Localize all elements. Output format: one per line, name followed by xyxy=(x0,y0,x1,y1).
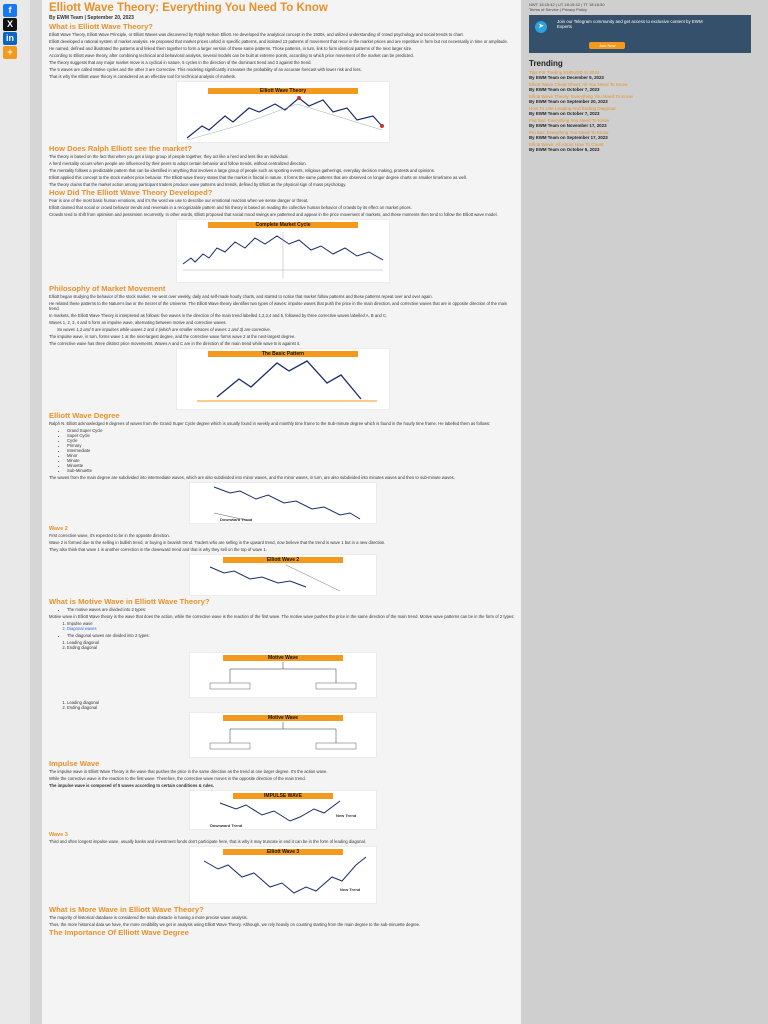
telegram-icon: ➤ xyxy=(535,21,547,33)
list-item: • The diagonal waves are divided into 2 types: xyxy=(67,633,517,638)
trend-label: New Trend xyxy=(336,813,357,818)
trending-title[interactable]: Elliott Wave Cheat Sheet: All You Need To Know xyxy=(529,82,628,87)
share-bar xyxy=(0,0,30,1024)
paragraph: The mentality follows a predictable pattern that can be identified in anything that involves a large group of people such as sporting events, religious gatherings, everyday decision making, protests and opinions. xyxy=(49,168,435,173)
trend-label: Downward Trend xyxy=(210,823,243,828)
trending-item[interactable] xyxy=(529,118,751,128)
join-button[interactable]: Join Now xyxy=(589,42,625,49)
article xyxy=(49,2,517,1024)
figure-caption: IMPULSE WAVE xyxy=(233,793,333,799)
paragraph: He related these patterns to the Nature's law or the Secret of the Universe. The Elliott Wave theory identifies two types of waves: impulse waves that push the price in the main direction, and corrective waves that are in opposite direction of the main trend. xyxy=(49,301,508,311)
trending-item[interactable] xyxy=(529,130,751,140)
page-title: Elliott Wave Theory: Everything You Need To Know xyxy=(49,2,328,14)
paragraph: The impulse wave is composed of 5 waves according to certain conditions & rules. xyxy=(49,783,214,788)
diag-types-list-2 xyxy=(67,700,517,710)
figure-caption: Elliott Wave 2 xyxy=(223,557,343,563)
facebook-icon[interactable]: f xyxy=(3,4,17,17)
list-item: • Grand Super Cycle xyxy=(67,428,517,433)
list-item: • Intermediate xyxy=(67,448,517,453)
linkedin-icon[interactable]: in xyxy=(3,32,17,45)
impulse-wave-figure xyxy=(189,790,377,830)
heading-more: What is More Wave in Elliott Wave Theory? xyxy=(49,905,204,914)
heading-motive: What is Motive Wave in Elliott Wave Theory? xyxy=(49,597,210,606)
note: So waves 1,3 and 5 are impulses while waves 2 and 4 (which are smaller retraces of waves 1 and 3) are corrective. xyxy=(57,327,271,332)
motive-wave-figure xyxy=(189,652,377,698)
trending-item[interactable] xyxy=(529,70,751,80)
paragraph: Thus, the more historical data we have, the more credibility we get in analysis using Elliott Wave Theory. Although, we rely heavily on counting starting from the main degree to the sub-minuette degree. xyxy=(49,922,421,927)
heading-degree: Elliott Wave Degree xyxy=(49,411,120,420)
paragraph: The theory claims that the market action among participant traders produce wave patterns and trends, defined by Elliott as the physical sign of mass psychology. xyxy=(49,182,347,187)
heading-wave-3: Wave 3 xyxy=(49,832,68,838)
paragraph: The impulse wave, in turn, forms wave 1 at the next-largest degree, and the corrective wave forms wave 2 at the next-largest degree. xyxy=(49,334,296,339)
trending-heading: Trending xyxy=(529,59,563,68)
degree-list xyxy=(67,428,517,473)
paragraph: Wave 2 is formed due to the selling in bullish trend, or buying in bearish trend. Traders who are selling in the upward trend, now believe that the trend is wave 1 but in a new direction. xyxy=(49,540,386,545)
paragraph: Elliott claimed that social or crowd behavior trends and reversals in a recognizable pattern and his theory is based on reading the collective human behavior of crowds by its effect on market prices. xyxy=(49,205,412,210)
list-item: 2. Ending diagonal xyxy=(67,705,517,710)
heading-wave-2: Wave 2 xyxy=(49,526,68,532)
trending-title[interactable]: How To Use Leading And Ending Diagonal xyxy=(529,106,616,111)
downward-trend-figure xyxy=(189,482,377,524)
paragraph: First corrective wave, it's expected to be in the opposite direction. xyxy=(49,533,170,538)
trending-title[interactable]: Flat Bar: Everything You Need To Know xyxy=(529,118,610,123)
paragraph: The theory suggests that any major market move is a cyclical in nature, 5 cycles in the direction of the dominant trend and 3 against the trend. xyxy=(49,60,312,65)
figure-caption: The Basic Pattern xyxy=(208,351,358,357)
elliott-wave-theory-figure xyxy=(176,81,390,143)
share-icon[interactable]: + xyxy=(3,46,17,59)
paragraph: Crowds tend to shift from optimism and pessimism recurrently. In other words, Elliott proposed that social mood swings are patterned and appear in the price movement of markets, and these moments then tend to follow the Elliott wave model. xyxy=(49,212,498,217)
paragraph: He named, defined and illustrated the patterns and linked them together to form a larger version of these same patterns. Those patterns, in turn, link to form identical patterns of the next larger size. xyxy=(49,46,413,51)
trending-meta: By EWM Team on October 7, 2023 xyxy=(529,111,600,116)
trending-title[interactable]: Elliott Wave Theory: Everything You Need To Know xyxy=(529,94,633,99)
figure-caption: Complete Market Cycle xyxy=(208,222,358,228)
paragraph: The 5 waves are called Motive cycles and the other 3 are Corrective. This modeling significantly increases the probability of an accurate forecast with lower risk and loss. xyxy=(49,67,362,72)
promo-text: Join our Telegram community and get access to exclusive content by EWM Experts xyxy=(557,19,703,29)
paragraph: Fear is one of the most basic human emotions, and it's the word we use to describe our emotional reaction when we sense danger or threat. xyxy=(49,198,309,203)
trending-title[interactable]: Tips For Trading EURUSD In 2024 xyxy=(529,70,600,75)
list-item: • Primary xyxy=(67,443,517,448)
figure-caption: Motive Wave xyxy=(223,715,343,721)
basic-pattern-figure xyxy=(176,348,390,410)
list-item: • Cycle xyxy=(67,438,517,443)
list-item: • Super Cycle xyxy=(67,433,517,438)
diagonal-waves-link[interactable]: 2. Diagonal waves xyxy=(67,626,517,631)
trending-title[interactable]: Pin Bar: Everything You Need To Know xyxy=(529,130,609,135)
heading-importance: The Importance Of Elliott Wave Degree xyxy=(49,928,189,937)
elliott-wave-3-figure xyxy=(189,846,377,904)
list-item: • Minor xyxy=(67,453,517,458)
paragraph: The majority of historical database is considered the main obstacle in having a more precise wave analysis. xyxy=(49,915,248,920)
figure-caption: Elliott Wave 3 xyxy=(223,849,343,855)
elliott-wave-2-figure xyxy=(189,554,377,596)
trend-label: New Trend xyxy=(340,887,361,892)
paragraph: The impulse wave in Elliott Wave Theory is the wave that pushes the price in the same direction as the trend at one larger degree. It's the action wave. xyxy=(49,769,328,774)
paragraph: In markets, the Elliott Wave Theory is interpreted as follows: five waves in the direction of the main trend labelled 1,2,3,4 and 5, followed by three corrective waves labelled A, B and C. xyxy=(49,313,388,318)
paragraph: The corrective wave has three distinct price movements. Waves A and C are in the direction of the main trend while wave B is against it. xyxy=(49,341,301,346)
heading-philosophy: Philosophy of Market Movement xyxy=(49,284,166,293)
paragraph: That is why the Elliott wave theory is considered as an effective tool for technical analysis of markets. xyxy=(49,74,237,79)
heading-developed: How Did The Elliott Wave Theory Developed? xyxy=(49,188,213,197)
list-item: • The motive waves are divided into 2 types: xyxy=(67,607,517,612)
list-item: 1. Leading diagonal xyxy=(67,700,517,705)
heading-impulse: Impulse Wave xyxy=(49,759,100,768)
complete-market-cycle-figure xyxy=(176,219,390,283)
article-meta: By EWM Team | September 20, 2023 xyxy=(49,15,134,21)
trending-meta: By EWM Team on November 17, 2023 xyxy=(529,123,607,128)
heading-ralph: How Does Ralph Elliott see the market? xyxy=(49,144,193,153)
paragraph: Elliott developed a rational system of market analysis. He proposed that market prices unfold in specific patterns, and isolated 13 patterns of movement that recur in the market prices and are repetitive in form but not necessarily in time or amplitude. xyxy=(49,39,508,44)
diag-types-list xyxy=(67,640,517,650)
trending-item[interactable] xyxy=(529,94,751,104)
paragraph: The waves from the main degree are subdivided into intermediate waves, which are also subdivided into minor waves, and the minor waves, in turn, are also subdivided into minutes waves and then to sub-minute waves. xyxy=(49,475,455,480)
paragraph: According to Elliott wave theory, after combining technical and behavioral analysis, several models can be built at extreme points, according to which price movement of the market can be predicted. xyxy=(49,53,414,58)
paragraph: Elliott began studying the behavior of the stock market. He went over weekly, daily and self-made hourly charts, and started to notice that market follow patterns and these patterns repeat over and over again. xyxy=(49,294,433,299)
trending-meta: By EWM Team on September 17, 2023 xyxy=(529,135,608,140)
list-item: • Sub-Minuette xyxy=(67,468,517,473)
paragraph: Motive wave in Elliott Wave theory is the wave that does the action, while the corrective wave is the reaction of the first wave. The motive wave pushes the price in the same direction of the main trend. Motive wave patterns can be in the form of 2 types: xyxy=(49,614,515,619)
motive-intro-list xyxy=(67,607,517,612)
paragraph: A herd mentality occurs when people are influenced by their peers to adopt certain behavior and follow trends, without centralized direction. xyxy=(49,161,307,166)
x-icon[interactable]: X xyxy=(3,18,17,31)
list-item: 1. Leading diagonal xyxy=(67,640,517,645)
paragraph: Elliott applied this concept to the stock market price behavior. The Elliott wave theory states that the market is fractal in nature. It forms the same patterns that are observed on longer degree charts on smaller timeframe as well. xyxy=(49,175,467,180)
trending-meta: By EWM Team on December 5, 2023 xyxy=(529,75,604,80)
figure-caption: Elliott Wave Theory xyxy=(208,88,358,94)
trending-meta: By EWM Team on October 7, 2023 xyxy=(529,87,600,92)
list-item: 2. Ending diagonal xyxy=(67,645,517,650)
paragraph: The theory is based on the fact that when you get a large group of people together, they act like a herd and less like an individual. xyxy=(49,154,289,159)
sidebar-notice: NWT 18:15:42 | UT 18:15:42 | TT 18:16:50 xyxy=(529,2,605,7)
motive-types-list xyxy=(67,621,517,631)
motive-wave-figure-2 xyxy=(189,712,377,758)
trending-meta: By EWM Team on October 9, 2023 xyxy=(529,147,600,152)
trending-title[interactable]: Elliott Wave: All About How To Count xyxy=(529,142,604,147)
trending-item[interactable] xyxy=(529,82,751,92)
trending-item[interactable] xyxy=(529,142,751,152)
list-item: • Minute xyxy=(67,458,517,463)
trending-item[interactable] xyxy=(529,106,751,116)
sidebar-notice[interactable]: Terms of Service | Privacy Policy xyxy=(529,7,587,12)
paragraph: Third and often longest impulse wave, usually banks and investment funds don't participate here, that is why it may truncate in end it can be in the form of leading diagonal. xyxy=(49,839,366,844)
paragraph: Elliott Wave Theory, Elliott Wave Principle, or Elliott Waves was discovered by Ralph Nelson Elliott. He developed the analytical concept in the 1930s, and utilized understanding of crowd psychology and social trends to chart. xyxy=(49,32,464,37)
list-item: 1. Impulse wave xyxy=(67,621,517,626)
figure-caption: Motive Wave xyxy=(223,655,343,661)
paragraph: While the corrective wave is the reaction to the first wave. Therefore, the corrective wave moves in the opposite direction of the main trend. xyxy=(49,776,306,781)
list-item: • Minuette xyxy=(67,463,517,468)
paragraph: Ralph N. Elliott acknowledged 9 degrees of waves from the Grand Super Cycle degree which is usually found in weekly and monthly time frame to the Sub-minute degree which is found in the hourly time frame. He labelled them as follows: xyxy=(49,421,491,426)
trend-label: Downward Trend xyxy=(220,517,253,522)
heading-what: What is Elliott Wave Theory? xyxy=(49,22,153,31)
trending-meta: By EWM Team on September 20, 2023 xyxy=(529,99,608,104)
diag-intro-list xyxy=(67,633,517,638)
telegram-promo xyxy=(529,15,751,53)
sidebar xyxy=(529,2,751,154)
paragraph: They also think that wave 1 is another correction in the downward trend and that is why they sell on the top of wave 1. xyxy=(49,547,267,552)
paragraph: Waves 1, 2, 3, 4 and 5 form an impulse wave, alternating between motive and corrective waves. xyxy=(49,320,227,325)
